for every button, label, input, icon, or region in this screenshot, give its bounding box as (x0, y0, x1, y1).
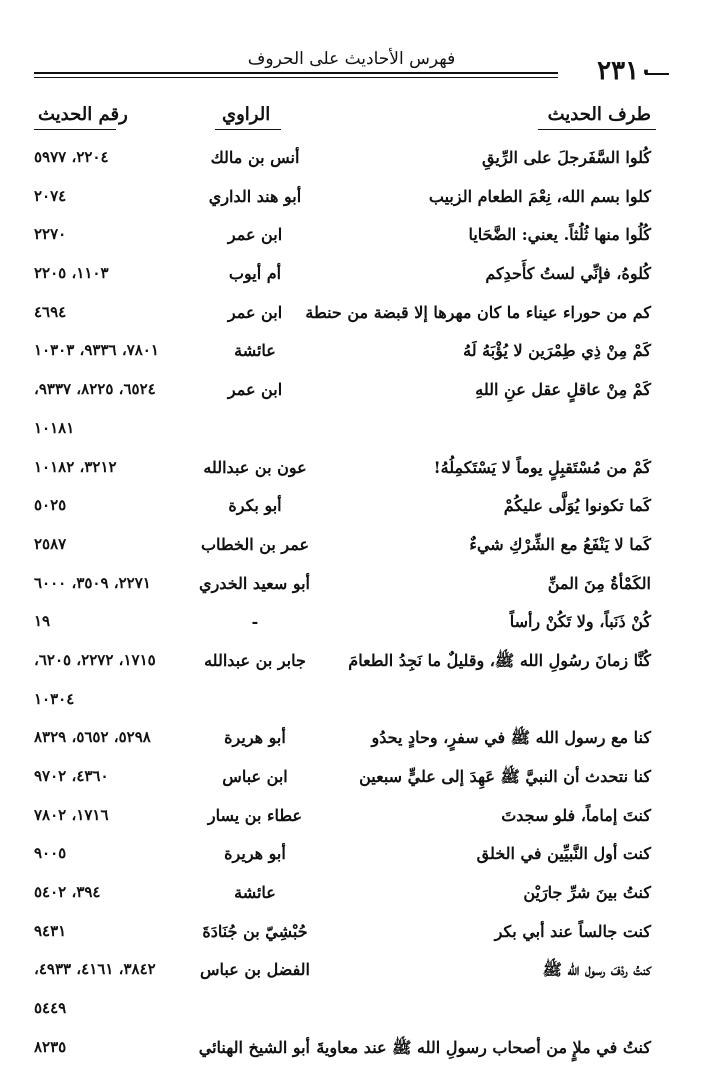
hadith-number: ٢٢٧٠ (34, 225, 67, 244)
narrator-name: ابن عمر (227, 225, 283, 245)
hadith-text: كنتَ إماماً، فلو سجدتَ (501, 805, 651, 825)
hadith-text: كنت جالساً عند أبي بكر (494, 921, 651, 941)
hadith-number: ١٩ (34, 612, 51, 631)
header-rule-short (645, 73, 669, 75)
table-row (0, 492, 703, 531)
table-row (0, 802, 703, 841)
hadith-text: كُنْ ذَنَباً، ولا تَكُنْ رأساً (509, 612, 651, 632)
hadith-number: ٤٦٩٤ (34, 302, 67, 321)
table-row (0, 376, 703, 415)
header-rule (34, 72, 558, 78)
table-row (0, 879, 703, 918)
narrator-name: أبو الشيخ الهنائي (198, 1037, 310, 1057)
narrator-name: ابن عباس (222, 767, 288, 786)
narrator-name: جابر بن عبدالله (204, 650, 306, 670)
table-row (0, 337, 703, 376)
narrator-name: عطاء بن يسار (207, 805, 303, 825)
table-row (0, 840, 703, 879)
column-header-narrator: الراوي (222, 104, 271, 125)
narrator-name: أم أيوب (228, 264, 282, 284)
hadith-text: كُنَّا زمانَ رسُولِ الله ﷺ، وقليلٌ ما نَجِدُ الطعامَ (348, 650, 651, 670)
hadith-text: كنا مع رسول الله ﷺ في سفرٍ، وحادٍ يحدُو (371, 728, 651, 748)
narrator-name: عائشة (234, 341, 276, 361)
hadith-text: كم من حوراء عيناء ما كان مهرها إلا قبضة من حنطة (305, 302, 651, 322)
table-row (0, 956, 703, 995)
hadith-number: ٨٢٣٥ (34, 1037, 67, 1056)
hadith-number: ٢٢٠٤، ٥٩٧٧ (34, 148, 109, 166)
narrator-name: عون بن عبدالله (203, 457, 307, 477)
hadith-text: كُلُوا منها ثُلُثاً. يعني: الضَّحَايا (468, 225, 651, 245)
hadith-text: كُلوهُ، فإنِّي لستُ كأَحدِكم (485, 264, 651, 284)
hadith-number: ٢٢٧١، ٣٥٠٩، ٦٠٠٠ (34, 573, 151, 592)
narrator-name: أبو هريرة (224, 844, 286, 864)
hadith-number: ٣٨٤٢، ٤١٦١، ٤٩٣٣، (34, 960, 156, 979)
narrator-name: ابن عمر (227, 380, 283, 400)
hadith-text: كَمْ مِنْ ذِي طِمْرَين لا يُؤْبَهُ لَهُ (463, 341, 651, 361)
table-row (0, 763, 703, 802)
hadith-text: كنتُ ردْفَ رسول الله ﷺ (542, 960, 651, 980)
hadith-index-table (0, 144, 703, 1073)
column-header-underline (215, 129, 281, 130)
table-row (0, 608, 703, 647)
hadith-number: ٩٤٣١ (34, 921, 67, 940)
narrator-name: عمر بن الخطاب (200, 534, 310, 554)
table-row (0, 686, 703, 725)
hadith-text: كَما لا يَنْفَعُ مع الشِّرْكِ شيءٌ (469, 534, 651, 554)
hadith-number: ٧٨٠١، ٩٣٣٦، ١٠٣٠٣ (34, 341, 159, 360)
hadith-number: ٢٥٨٧ (34, 534, 67, 553)
table-row (0, 995, 703, 1034)
hadith-number: ١٧١٦، ٧٨٠٢ (34, 805, 109, 824)
table-row (0, 570, 703, 609)
hadith-text: كنتُ بينَ شرِّ جارَيْن (523, 883, 651, 903)
table-row (0, 260, 703, 299)
hadith-number: ١١٠٣، ٢٢٠٥ (34, 264, 109, 283)
hadith-text: كَمْ مِنْ عاقلٍ عقل عنِ اللهِ (475, 380, 651, 400)
hadith-text: كَما تكونوا يُوَلَّى عليكُمْ (503, 496, 651, 516)
hadith-text: كنتُ في ملإٍ من أصحاب رسولِ الله ﷺ عند معاويةَ (316, 1037, 651, 1057)
narrator-name: - (251, 612, 259, 632)
table-row (0, 415, 703, 454)
narrator-name: حُبْشِيّ بن جُنَادَةَ (202, 921, 308, 941)
narrator-name: أبو هريرة (224, 728, 286, 748)
column-header-hadith: طرف الحديث (547, 104, 651, 125)
table-row (0, 454, 703, 493)
hadith-text: كُلوا السَّفَرجلَ على الرِّيقِ (482, 148, 651, 167)
table-row (0, 1034, 703, 1073)
table-row (0, 183, 703, 222)
hadith-number: ٥٠٢٥ (34, 496, 67, 515)
hadith-text: كَمْ من مُسْتَقبِلٍ يوماً لا يَسْتَكمِلُهُ! (433, 457, 651, 477)
table-row (0, 221, 703, 260)
column-header-underline (538, 129, 656, 130)
hadith-number: ٦٥٢٤، ٨٢٢٥، ٩٣٣٧، (34, 380, 156, 399)
table-row (0, 918, 703, 957)
column-header-number: رقم الحديث (38, 104, 128, 125)
hadith-number: ١٠١٨١ (34, 418, 75, 437)
hadith-number: ٣٩٤، ٥٤٠٢ (34, 883, 101, 902)
hadith-text: كنا نتحدث أن النبيَّ ﷺ عَهِدَ إلى عليٍّ سبعين (359, 767, 651, 786)
narrator-name: عائشة (234, 883, 276, 903)
hadith-number: ٥٢٩٨، ٥٦٥٢، ٨٣٢٩ (34, 728, 151, 747)
hadith-number: ١٧١٥، ٢٢٧٢، ٦٢٠٥، (34, 650, 156, 669)
narrator-name: أبو هند الداري (208, 186, 302, 206)
table-row (0, 647, 703, 686)
hadith-number: ٤٣٦٠، ٩٧٠٢ (34, 767, 109, 785)
table-row (0, 299, 703, 338)
hadith-number: ١٠٣٠٤ (34, 689, 75, 708)
hadith-number: ٣٢١٢، ١٠١٨٢ (34, 457, 117, 476)
hadith-text: الكَمْأةُ مِنَ المنِّ (547, 573, 651, 593)
running-title: فهرس الأحاديث على الحروف (247, 49, 456, 69)
narrator-name: أبو بكرة (228, 496, 282, 516)
hadith-number: ٥٤٤٩ (34, 999, 67, 1018)
table-row (0, 144, 703, 183)
narrator-name: ابن عمر (227, 302, 283, 322)
page-number: ٢٣١٠ (597, 56, 653, 86)
hadith-number: ٩٠٠٥ (34, 844, 67, 863)
hadith-text: كنت أول النَّبيِّين في الخلق (476, 844, 651, 864)
column-header-underline (34, 129, 116, 130)
narrator-name: أبو سعيد الخدري (199, 573, 310, 593)
hadith-text: كلوا بسم الله، نِعْمَ الطعام الزبيب (428, 186, 651, 206)
table-row (0, 531, 703, 570)
table-row (0, 724, 703, 763)
narrator-name: أنس بن مالك (210, 148, 300, 167)
hadith-number: ٢٠٧٤ (34, 186, 67, 205)
narrator-name: الفضل بن عباس (200, 960, 310, 980)
